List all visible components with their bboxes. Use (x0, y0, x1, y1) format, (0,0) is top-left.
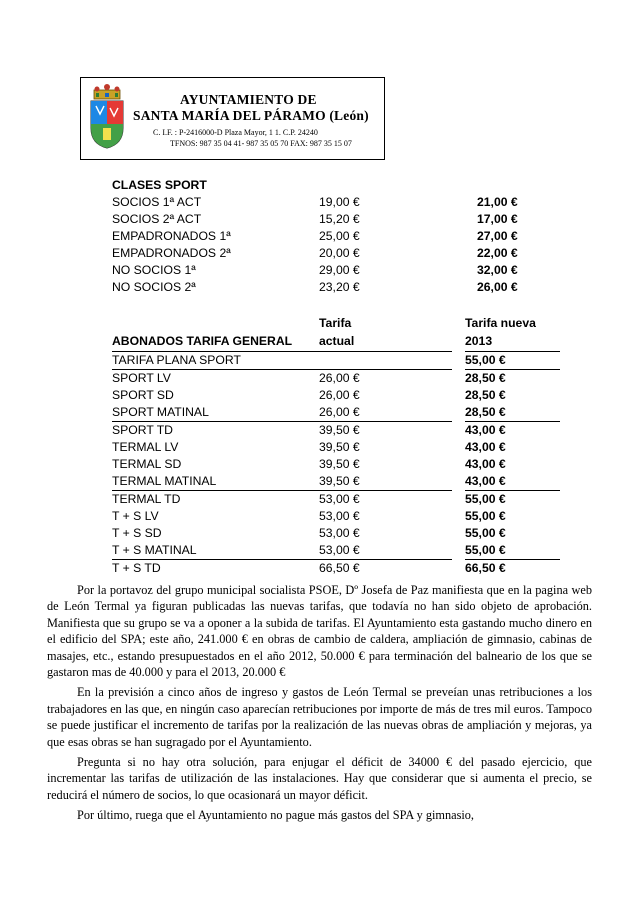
abonados-table: Tarifa Tarifa nueva ABONADOS TARIFA GENERAL actual 2013 TARIFA PLANA SPORT 55,00 € SPORT LV 26,00 € 28,50 € SPORT SD 26,00 € 28,50 € SPORT MATINAL 26,00 € 28,50 € SPORT TD 39,50 € 43,00 € TERMAL LV 39,50 € 43,00 € TERMAL SD 39,50 € 43,00 € TERMAL MATINAL 39,50 € 43,00 € TERMAL TD 53,00 € 55,00 € T + S LV 53,00 € 55,00 € T + S SD 53,00 € 55,00 € T + S MATINAL 53,00 € 55,00 € T + S TD 66,50 € 66,50 € (112, 314, 552, 572)
letterhead-title-line2: SANTA MARÍA DEL PÁRAMO (León) (133, 108, 369, 123)
row-divider (112, 559, 452, 560)
body-text (47, 582, 592, 824)
letterhead-info-line1: C. I.F. : P-2416000-D Plaza Mayor, 1 1. C.P. 24240 (153, 128, 318, 137)
letterhead-title-line1: AYUNTAMIENTO DE (180, 92, 317, 107)
paragraph: Por la portavoz del grupo municipal socialista PSOE, Dº Josefa de Paz manifiesta que en la pagina web de León Termal ya figuran publicadas las nuevas tarifas, que todavía no han sido objeto de aprobación. Manifiesta que su grupo se va a oponer a la subida de tarifas. El Ayuntamiento esta gastando mucho dinero en el edificio del SPA; este año, 241.000 € en obras de cambio de caldera, ampliación de gimnasio, cabinas de masajes, etc., estando presupuestados en el año 2012, 50.000 € para terminación del balneario de los que se gastaron mas de 40.000 y para el 2013, 20.000 € (47, 583, 592, 680)
paragraph: En la previsión a cinco años de ingreso y gastos de León Termal se preveían unas retribuciones a los trabajadores en las que, en ningún caso aparecían retribuciones por importe de más de tres mil euros. Tampoco se puede justificar el incremento de tarifas por la realización de las nuevas obras de ampliación y mejoras, ya que esas obras se han sugragado por el Ayuntamiento. (47, 685, 592, 749)
paragraph: Pregunta si no hay otra solución, para enjugar el déficit de 34000 € del pasado ejercicio, que incrementar las tarifas de utilización de las instalaciones. Hay que considerar que si aumenta el precio, se reducirá el número de socios, lo que ocasionará un mayor déficit. (47, 755, 592, 802)
clases-sport-table: CLASES SPORT SOCIOS 1ª ACT 19,00 € 21,00 € SOCIOS 2ª ACT 15,20 € 17,00 € EMPADRONADOS 1ª 25,00 € 27,00 € EMPADRONADOS 2ª 20,00 € 22,00 € NO SOCIOS 1ª 29,00 € 32,00 € NO SOCIOS 2ª 23,20 € 26,00 € (112, 178, 518, 294)
municipal-crest-icon (88, 84, 126, 150)
letterhead-info-line2: TFNOS: 987 35 04 41- 987 35 05 70 FAX: 987 35 15 07 (170, 139, 352, 148)
paragraph: Por último, ruega que el Ayuntamiento no pague más gastos del SPA y gimnasio, (77, 808, 475, 823)
